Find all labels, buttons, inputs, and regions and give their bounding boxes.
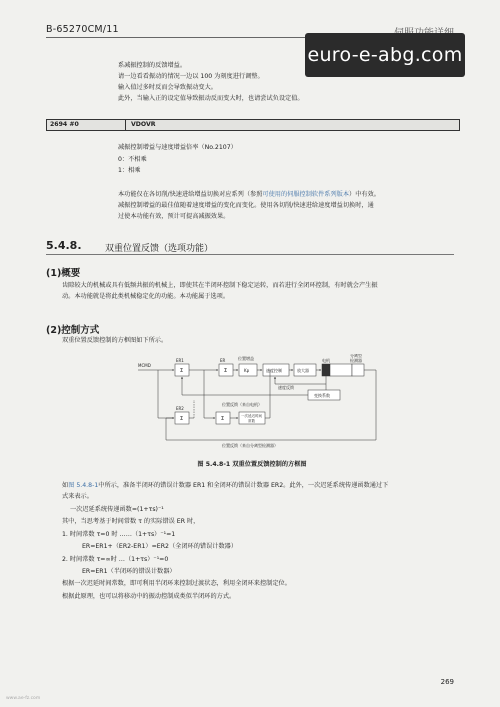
label-detector-1: 分离型 bbox=[350, 354, 362, 358]
sigma-er2: Σ bbox=[180, 416, 184, 422]
param-note-line-3: 过使本功能有效，预计可提高减振效果。 bbox=[118, 213, 230, 220]
closing-line-1: 根据一次迟延时间常数，即可利用半闭环来控制过渡状态，利用全闭环来控制定位。 bbox=[62, 580, 291, 587]
label-speed-control: 速度控制 bbox=[266, 368, 282, 373]
watermark-banner: euro-e-abg.com bbox=[305, 33, 465, 77]
block-diagram bbox=[138, 354, 378, 454]
case-1a: 1. 时间常数 τ=0 时 ……（1+τs）⁻¹=1 bbox=[62, 531, 176, 538]
footer-url: www.ae-fz.com bbox=[6, 696, 41, 701]
param-note-line-2: 减振控制增益的最佳值随着速度增益的变化而变化。使用各切削/快速进给速度增益切换时，通 bbox=[118, 202, 374, 209]
label-conversion: 变换系数 bbox=[314, 393, 330, 398]
parameter-table bbox=[46, 119, 460, 131]
overview-line-1: 齿隙较大的机械或具有低频共振的机械上，即使其在半闭环控制下稳定运转，而若进行全闭环控制，有时就会产生振 bbox=[62, 282, 378, 289]
transfer-function: 一次迟延系统传递函数=(1+τs)⁻¹ bbox=[70, 506, 164, 513]
doc-id: B-65270CM/11 bbox=[46, 24, 119, 35]
separate-detector-block bbox=[352, 364, 364, 376]
param-note-line-1 bbox=[118, 190, 458, 201]
label-amplifier: 放大器 bbox=[297, 368, 309, 373]
explain-lead: 如 bbox=[62, 482, 69, 489]
label-motor: 电机 bbox=[322, 358, 330, 363]
series-version-link[interactable]: 可使用的伺服控制软件系列版本 bbox=[262, 191, 350, 198]
closing-line-2: 根据此原理，也可以将移动中的振动控制成类似半闭环的方式。 bbox=[62, 593, 236, 600]
intro-line-1: 系减振控制的反馈增益。 bbox=[118, 62, 187, 69]
figure-link[interactable]: 图 5.4.8-1 bbox=[68, 482, 99, 489]
explain-rest: 中所示，准备半闭环的错误计数器 ER1 和全闭环的错误计数器 ER2。此外，一次迟延系统传递函数通过下 bbox=[98, 482, 389, 489]
case-2a: 2. 时间常数 τ=∞时 …（1+τs）⁻¹=0 bbox=[62, 556, 169, 563]
machine-block bbox=[330, 364, 352, 376]
label-lag-1: 一次延迟时间 bbox=[241, 414, 262, 418]
label-speed-feedback: 速度反馈 bbox=[278, 385, 294, 390]
motor-block bbox=[322, 364, 330, 376]
section-title: 双重位置反馈（选项功能） bbox=[105, 244, 214, 254]
intro-line-4: 此外，当输入正的设定值导致振动反而变大时，也请尝试负设定值。 bbox=[118, 95, 304, 102]
sigma-2: Σ bbox=[224, 368, 228, 374]
overview-heading: (1)概要 bbox=[46, 268, 81, 279]
table-separator bbox=[125, 120, 126, 130]
page-number: 269 bbox=[440, 678, 454, 686]
label-er1: ER1 bbox=[176, 358, 184, 363]
param-option-0: 0：不相乘 bbox=[118, 156, 147, 163]
overview-line-2: 动。本功能就是将此类机械稳定化的功能。本功能属于选项。 bbox=[62, 293, 230, 300]
label-pos-fb-separate: 位置反馈（来自分离型检测器） bbox=[222, 443, 278, 448]
section-rule bbox=[46, 254, 454, 255]
label-er: ER bbox=[220, 358, 226, 363]
explain-line-2: 式来表示。 bbox=[62, 493, 93, 500]
case-2b: ER=ER1（半闭环的错误计数器） bbox=[82, 568, 176, 575]
label-position-gain: 位置增益 bbox=[238, 356, 254, 361]
param-number: 2694 #0 bbox=[50, 121, 79, 128]
label-er2: ER2 bbox=[176, 406, 184, 411]
explain-line-1 bbox=[62, 481, 458, 492]
label-mcmd: MCMD bbox=[138, 363, 151, 368]
control-line-1: 双重位置反馈控制的方框图如下所示。 bbox=[62, 337, 168, 344]
sigma-1: Σ bbox=[180, 368, 184, 374]
label-detector-2: 检测器 bbox=[350, 358, 362, 363]
label-kp: Kp bbox=[244, 368, 250, 373]
param-option-1: 1：相乘 bbox=[118, 167, 141, 174]
figure-caption: 图 5.4.8-1 双重位置反馈控制的方框图 bbox=[197, 461, 307, 468]
control-heading: (2)控制方式 bbox=[46, 325, 100, 336]
label-pos-fb-motor: 位置反馈（来自电机） bbox=[222, 402, 262, 407]
param-name: VDOVR bbox=[131, 121, 156, 128]
where-line: 其中，当思考基于时间常数 τ 的实际错误 ER 时， bbox=[62, 518, 200, 525]
intro-line-3: 输入值过多时反而会导致振动变大。 bbox=[118, 84, 217, 91]
param-note-b: ）中有效。 bbox=[349, 191, 380, 198]
intro-line-2: 请一边看看振动的情况一边以 100 为刻度进行调整。 bbox=[118, 73, 264, 80]
case-1b: ER=ER1+（ER2-ER1）=ER2（全闭环的错误计数器） bbox=[82, 543, 238, 550]
label-lag-2: 常数 bbox=[248, 419, 255, 423]
param-note-a: 本功能仅在各切削/快速进给增益切换对应系列（参照 bbox=[118, 191, 263, 198]
section-number: 5.4.8. bbox=[46, 239, 82, 252]
sigma-3: Σ bbox=[221, 416, 225, 422]
param-desc: 减振控制增益与速度增益倍率（No.2107） bbox=[118, 144, 237, 151]
